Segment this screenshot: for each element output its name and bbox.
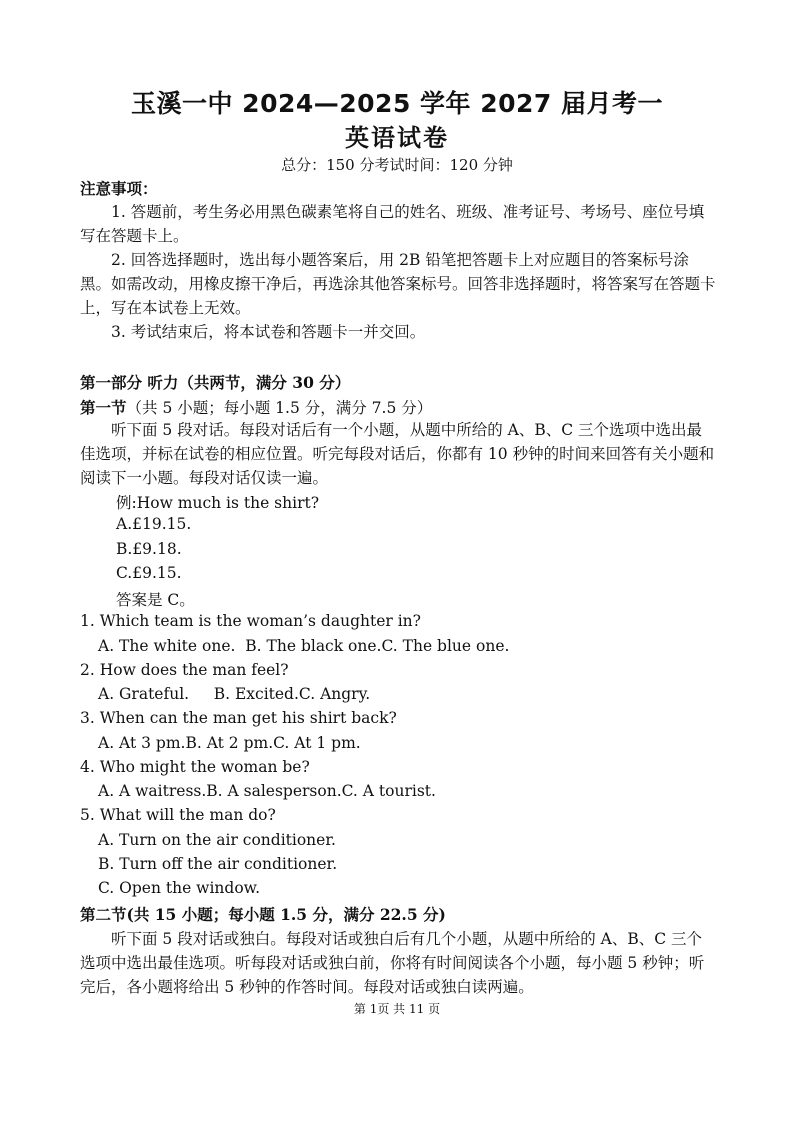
page-number: 第 1页 共 11 页 xyxy=(353,1002,441,1016)
question-5-option-c: C. Open the window. xyxy=(98,879,261,897)
question-5-option-b: B. Turn off the air conditioner. xyxy=(98,855,338,873)
section1-label: 第一节 xyxy=(80,398,127,417)
question-2-options: A. Grateful. B. Excited.C. Angry. xyxy=(98,685,371,703)
question-4: 4. Who might the woman be? xyxy=(80,758,310,776)
question-3-options: A. At 3 pm.B. At 2 pm.C. At 1 pm. xyxy=(98,734,361,752)
section1-detail: （共 5 小题；每小题 1.5 分，满分 7.5 分） xyxy=(126,399,433,417)
question-1: 1. Which team is the woman’s daughter in? xyxy=(80,612,421,630)
example-option-c: C.£9.15. xyxy=(116,564,182,582)
example-option-a: A.£19.15. xyxy=(116,515,192,533)
notice-heading: 注意事项： xyxy=(80,179,158,198)
section1-heading xyxy=(80,396,432,418)
question-5-option-a: A. Turn on the air conditioner. xyxy=(98,831,336,849)
part1-heading: 第一部分 听力（共两节，满分 30 分） xyxy=(80,373,351,392)
question-3: 3. When can the man get his shirt back? xyxy=(80,709,397,727)
notice-item-1: 1. 答题前，考生务必用黑色碳素笔将自己的姓名、班级、准考证号、考场号、座位号填写在答题卡上。 xyxy=(80,203,705,245)
question-4-options: A. A waitress.B. A salesperson.C. A tourist. xyxy=(98,782,436,800)
score-time-line: 总分：150 分考试时间：120 分钟 xyxy=(281,156,513,174)
question-1-options: A. The white one. B. The black one.C. The blue one. xyxy=(98,637,510,655)
example-question: 例:How much is the shirt? xyxy=(116,494,320,512)
section2-instructions: 听下面 5 段对话或独白。每段对话或独白后有几个小题，从题中所给的 A、B、C 三个选项中选出最佳选项。听每段对话或独白前，你将有时间阅读各个小题，每小题 5 秒钟；听完后，各小题将给出 5 秒钟的作答时间。每段对话或独白读两遍。 xyxy=(80,930,705,996)
section1-instructions: 听下面 5 段对话。每段对话后有一个小题，从题中所给的 A、B、C 三个选项中选出最佳选项，并标在试卷的相应位置。听完每段对话后，你都有 10 秒钟的时间来回答有关小题和阅读下一小题。每段对话仅读一遍。 xyxy=(80,421,715,487)
question-5: 5. What will the man do? xyxy=(80,806,276,824)
section2-heading: 第二节(共 15 小题；每小题 1.5 分，满分 22.5 分) xyxy=(80,905,446,924)
example-answer: 答案是 C。 xyxy=(116,591,195,609)
example-option-b: B.£9.18. xyxy=(116,540,182,558)
exam-subtitle: 英语试卷 xyxy=(345,124,449,152)
notice-item-2: 2. 回答选择题时，选出每小题答案后，用 2B 铅笔把答题卡上对应题目的答案标号涂黑。如需改动，用橡皮擦干净后，再选涂其他答案标号。回答非选择题时，将答案写在答题卡上，写在本试卷上无效。 xyxy=(80,251,716,317)
question-2: 2. How does the man feel? xyxy=(80,661,289,679)
exam-title: 玉溪一中 2024—2025 学年 2027 届月考一 xyxy=(130,89,664,118)
notice-item-3: 3. 考试结束后，将本试卷和答题卡一并交回。 xyxy=(111,323,426,341)
